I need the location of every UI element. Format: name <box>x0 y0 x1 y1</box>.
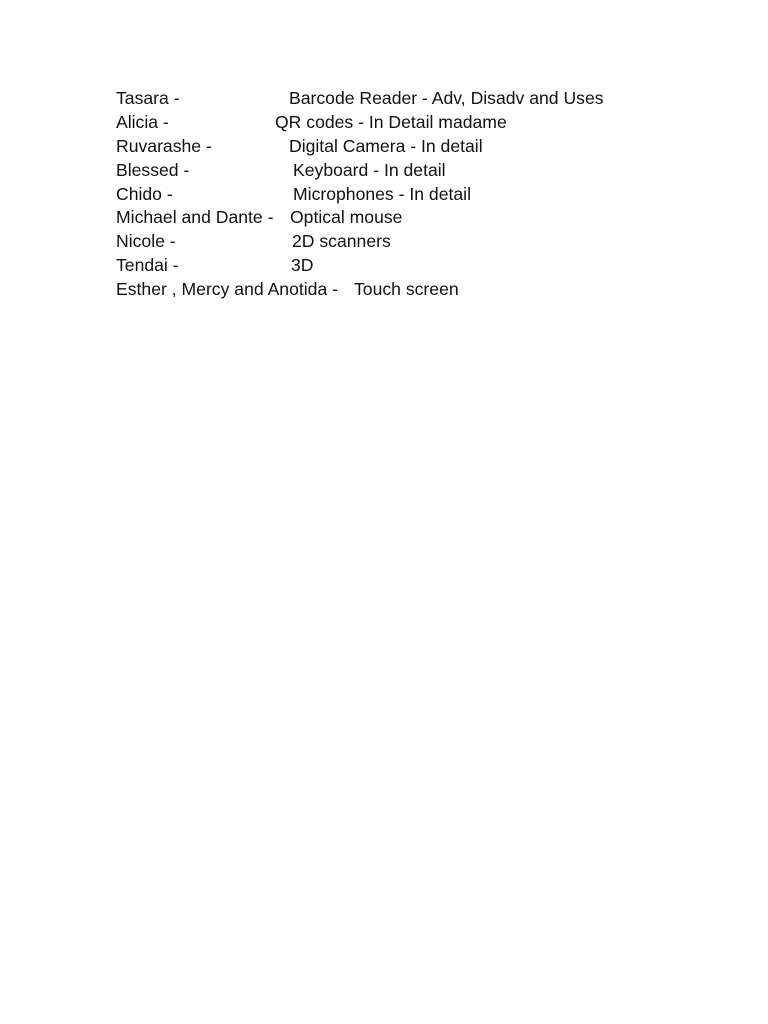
student-name: Ruvarashe - <box>116 135 212 156</box>
assigned-topic: 2D scanners <box>292 231 391 252</box>
student-name: Esther , Mercy and Anotida - <box>116 279 338 300</box>
assignment-line <box>116 87 676 111</box>
student-name: Alicia - <box>116 111 169 132</box>
student-name: Chido - <box>116 183 173 204</box>
assignment-line <box>116 278 676 302</box>
assignment-line <box>116 206 676 230</box>
student-name: Blessed - <box>116 159 190 180</box>
assignment-line <box>116 111 676 135</box>
assigned-topic: Touch screen <box>354 279 459 300</box>
assignment-line <box>116 183 676 207</box>
assignment-line <box>116 135 676 159</box>
assignment-line <box>116 159 676 183</box>
assignment-line <box>116 230 676 254</box>
assigned-topic: Barcode Reader - Adv, Disadv and Uses <box>289 88 604 108</box>
assigned-topic: Digital Camera - In detail <box>289 135 483 156</box>
assigned-topic: Microphones - In detail <box>293 183 471 204</box>
student-name: Michael and Dante - <box>116 207 274 228</box>
assigned-topic: QR codes - In Detail madame <box>275 111 507 132</box>
assignment-line <box>116 254 676 278</box>
assigned-topic: Keyboard - In detail <box>293 159 446 180</box>
student-name: Tendai - <box>116 255 179 276</box>
assigned-topic: 3D <box>291 255 314 276</box>
student-name: Tasara - <box>116 88 180 108</box>
student-name: Nicole - <box>116 231 176 252</box>
assignment-list <box>116 87 676 302</box>
assigned-topic: Optical mouse <box>290 207 403 228</box>
